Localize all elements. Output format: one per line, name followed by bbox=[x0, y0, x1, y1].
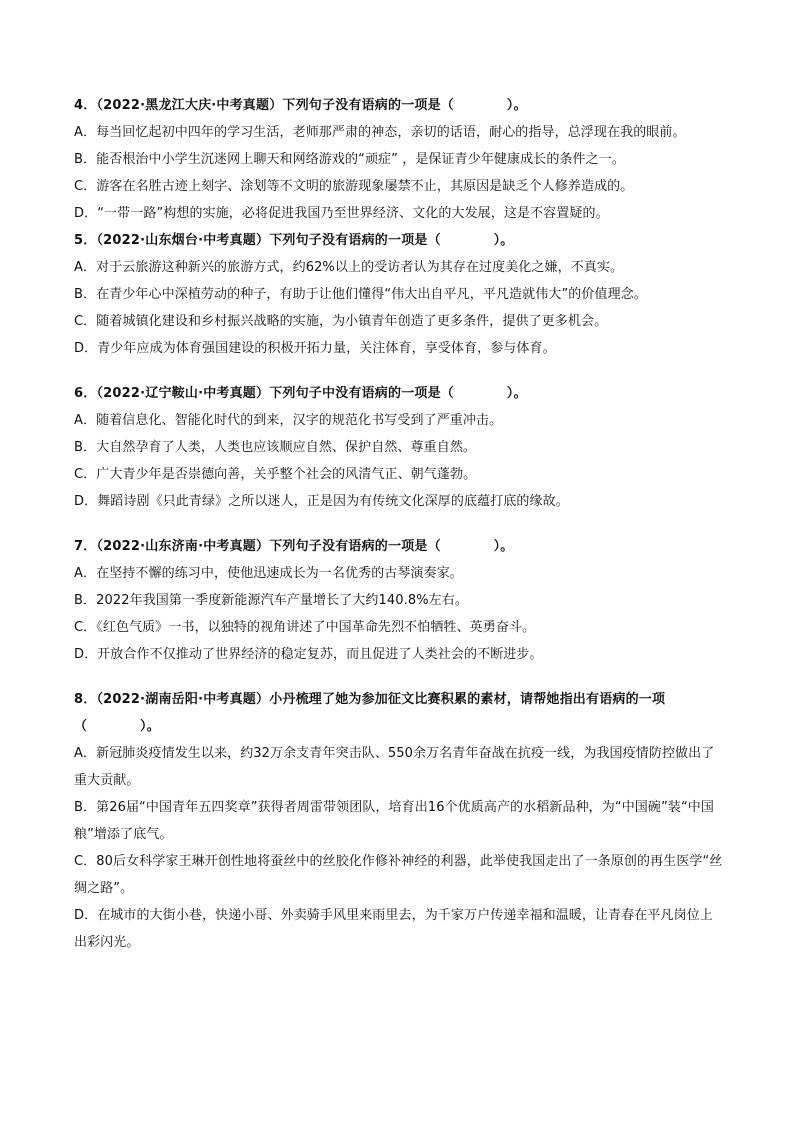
option-d: D．舞蹈诗剧《只此青绿》之所以迷人，正是因为有传统文化深厚的底蕴打底的缘故。 bbox=[74, 494, 569, 509]
option-d: D．青少年应成为体育强国建设的积极开拓力量，关注体育，享受体育，参与体育。 bbox=[74, 341, 556, 356]
question-4 bbox=[74, 92, 724, 227]
option-a: A．每当回忆起初中四年的学习生活，老师那严肃的神态，亲切的话语，耐心的指导，总浮现在我的眼前。 bbox=[74, 125, 686, 140]
option-b: B．第26届“中国青年五四奖章”获得者周雷带领团队，培育出16个优质高产的水稻新品种，为“中国碗”装“中国粮”增添了底气。 bbox=[74, 800, 714, 842]
question-5 bbox=[74, 227, 724, 362]
question-title: 8．（2022·湖南岳阳·中考真题）小丹梳理了她为参加征文比赛积累的素材，请帮她指出有语病的一项 bbox=[74, 692, 666, 707]
question-list bbox=[74, 92, 724, 956]
option-a: A．随着信息化、智能化时代的到来，汉字的规范化书写受到了严重冲击。 bbox=[74, 413, 503, 428]
question-title-continued: （ ）。 bbox=[74, 719, 160, 734]
option-b: B．大自然孕育了人类，人类也应该顺应自然、保护自然、尊重自然。 bbox=[74, 440, 477, 455]
spacer bbox=[74, 668, 724, 686]
question-title: 5．（2022·山东烟台·中考真题）下列句子没有语病的一项是（ ）。 bbox=[74, 233, 514, 248]
question-8 bbox=[74, 686, 724, 956]
question-title: 4．（2022·黑龙江大庆·中考真题）下列句子没有语病的一项是（ ）。 bbox=[74, 98, 527, 113]
option-c: C．游客在名胜古迹上刻字、涂划等不文明的旅游现象屡禁不止，其原因是缺乏个人修养造成的。 bbox=[74, 179, 634, 194]
option-d: D．在城市的大街小巷，快递小哥、外卖骑手风里来雨里去，为千家万户传递幸福和温暖，让青春在平凡岗位上出彩闪光。 bbox=[74, 908, 713, 950]
question-title: 7．（2022·山东济南·中考真题）下列句子没有语病的一项是（ ）。 bbox=[74, 539, 514, 554]
option-c: C．随着城镇化建设和乡村振兴战略的实施，为小镇青年创造了更多条件，提供了更多机会。 bbox=[74, 314, 608, 329]
option-a: A．在坚持不懈的练习中，使他迅速成长为一名优秀的古琴演奏家。 bbox=[74, 566, 463, 581]
option-d: D．“一带一路”构想的实施，必将促进我国乃至世界经济、文化的大发展，这是不容置疑的。 bbox=[74, 206, 609, 221]
option-b: B．2022年我国第一季度新能源汽车产量增长了大约140.8%左右。 bbox=[74, 593, 468, 608]
option-d: D．开放合作不仅推动了世界经济的稳定复苏，而且促进了人类社会的不断进步。 bbox=[74, 647, 543, 662]
option-c: C．广大青少年是否崇德向善，关乎整个社会的风清气正、朝气蓬勃。 bbox=[74, 467, 477, 482]
question-title: 6．（2022·辽宁鞍山·中考真题）下列句子中没有语病的一项是（ ）。 bbox=[74, 386, 527, 401]
option-c: C．《红色气质》一书，以独特的视角讲述了中国革命先烈不怕牺牲、英勇奋斗。 bbox=[74, 620, 536, 635]
spacer bbox=[74, 515, 724, 533]
option-a: A．对于云旅游这种新兴的旅游方式，约62%以上的受访者认为其存在过度美化之嫌，不真实。 bbox=[74, 260, 624, 275]
option-b: B．能否根治中小学生沉迷网上聊天和网络游戏的“顽症” ，是保证青少年健康成长的条件之一。 bbox=[74, 152, 625, 167]
option-b: B．在青少年心中深植劳动的种子，有助于让他们懂得“伟大出自平凡，平凡造就伟大”的价值理念。 bbox=[74, 287, 647, 302]
spacer bbox=[74, 362, 724, 380]
question-7 bbox=[74, 533, 724, 668]
option-a: A．新冠肺炎疫情发生以来，约32万余支青年突击队、550余万名青年奋战在抗疫一线，为我国疫情防控做出了重大贡献。 bbox=[74, 746, 715, 788]
option-c: C．80后女科学家王琳开创性地将蚕丝中的丝胶化作修补神经的利器，此举使我国走出了一条原创的再生医学“丝绸之路”。 bbox=[74, 854, 723, 896]
question-6 bbox=[74, 380, 724, 515]
